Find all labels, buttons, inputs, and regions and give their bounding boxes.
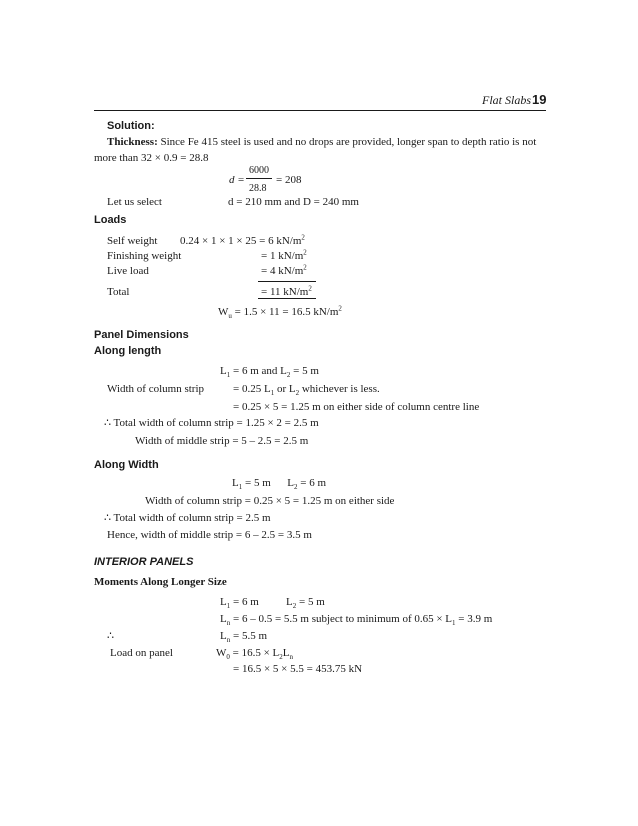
interior-l1: $L_1 = 6$ m (220, 596, 259, 611)
interior-heading: INTERIOR PANELS (94, 556, 194, 568)
along-length-heading: Along length (94, 345, 162, 357)
panel-heading: Panel Dimensions (94, 329, 189, 341)
finishing-label: Finishing weight (107, 250, 182, 262)
moments-heading: Moments Along Longer Size (94, 576, 227, 588)
loads-heading: Loads (94, 214, 127, 226)
d-lhs: d = (229, 174, 245, 186)
total-rule-bottom (258, 298, 316, 299)
live-value: = 4 $kN/m^2$ (261, 263, 307, 277)
page-number: 19 (532, 92, 547, 107)
length-spans: $L_1 = 6$ m and $L_2 = 5$ m (220, 365, 319, 380)
w0-line: $W_0 = 16.5 \times L_2L_n$ (216, 647, 294, 662)
wu-line: $W_u = 1.5 \times 11 = 16.5$ $kN/m^2$ (218, 304, 342, 321)
self-weight-value: 0.24 × 1 × 1 × 25 = 6 $kN/m^2$ (180, 233, 305, 247)
running-title: Flat Slabs (482, 93, 532, 107)
width-middle: Hence, width of middle strip = 6 – 2.5 = 3.5 m (107, 529, 312, 541)
total-value: = 11 $kN/m^2$ (261, 284, 312, 298)
therefore-symbol: ∴ (107, 630, 114, 642)
finishing-value: = 1 $kN/m^2$ (261, 248, 307, 262)
col-strip-label: Width of column strip (107, 383, 205, 395)
w0-line-2: = 16.5 × 5 × 5.5 = 453.75 kN (233, 663, 363, 675)
select-label: Let us select (107, 196, 162, 208)
thickness-line-2: more than 32 × 0.9 = 28.8 (94, 152, 209, 164)
select-value: d = 210 mm and D = 240 mm (228, 196, 359, 208)
interior-ln-2: $L_n = 5.5$ m (220, 630, 267, 645)
thickness-line-1 (107, 137, 536, 148)
self-weight-label: Self weight (107, 235, 158, 247)
solution-heading: Solution: (107, 120, 155, 132)
fraction-bar (246, 178, 272, 179)
interior-l2: $L_2 = 5$ m (286, 596, 325, 611)
middle-strip: Width of middle strip = 5 – 2.5 = 2.5 m (135, 435, 309, 447)
d-denominator: 28.8 (249, 183, 267, 194)
d-numerator: 6000 (249, 165, 269, 176)
interior-ln: $L_n = 6 - 0.5 = 5.5$ m subject to minimum of $0.65 \times L_1 = 3.9$ m (220, 613, 493, 628)
width-total-col: ∴ Total width of column strip = 2.5 m (104, 512, 271, 524)
col-strip-value-2: = 0.25 × 5 = 1.25 m on either side of column centre line (233, 401, 480, 413)
thickness-text: Since Fe 415 steel is used and no drops are provided, longer span to depth ratio is not (157, 136, 537, 148)
header-rule (94, 110, 546, 111)
along-width-heading: Along Width (94, 459, 159, 471)
total-col-strip: ∴ Total width of column strip = 1.25 × 2 = 2.5 m (104, 417, 319, 429)
total-label: Total (107, 286, 130, 298)
col-strip-value: = 0.25 $L_1$ or $L_2$ whichever is less. (233, 383, 380, 398)
width-col-strip: Width of column strip = 0.25 × 5 = 1.25 m on either side (145, 495, 395, 507)
total-rule-top (258, 281, 316, 282)
d-rhs: = 208 (276, 174, 302, 186)
load-label: Load on panel (110, 647, 173, 659)
thickness-label: Thickness: (107, 136, 158, 148)
live-label: Live load (107, 265, 149, 277)
width-spans: $L_1 = 5$ m $L_2 = 6$ m (232, 477, 326, 492)
